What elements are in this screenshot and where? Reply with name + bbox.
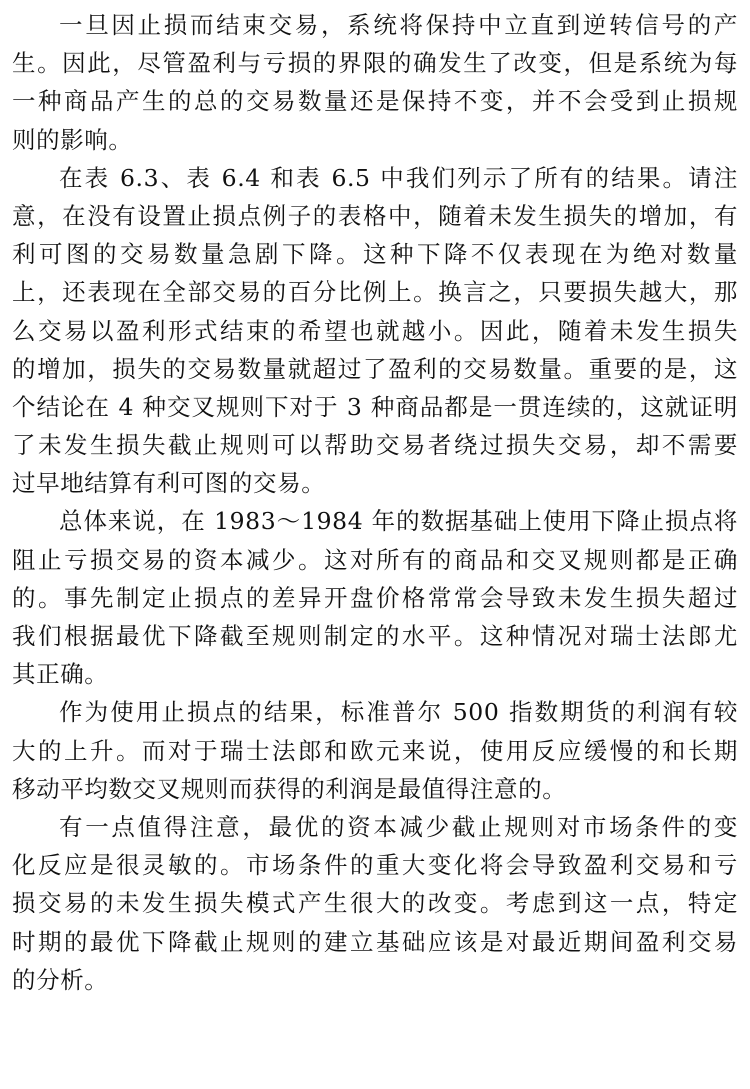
text-line: 么交易以盈利形式结束的希望也就越小。因此，随着未发生损失	[12, 316, 738, 345]
text-line: 利可图的交易数量急剧下降。这种下降不仅表现在为绝对数量	[12, 240, 738, 269]
paragraph-4	[12, 693, 738, 808]
text-line: 损交易的未发生损失模式产生很大的改变。考虑到这一点，特定	[12, 889, 738, 918]
text-line: 上，还表现在全部交易的百分比例上。换言之，只要损失越大，那	[12, 278, 738, 307]
text-line: 时期的最优下降截止规则的建立基础应该是对最近期间盈利交易	[12, 927, 738, 956]
text-line: 一种商品产生的总的交易数量还是保持不变，并不会受到止损规	[12, 87, 738, 116]
text-line: 的。事先制定止损点的差异开盘价格常常会导致未发生损失超过	[12, 583, 738, 612]
text-line: 生。因此，尽管盈利与亏损的界限的确发生了改变，但是系统为每	[12, 49, 738, 78]
paragraph-3	[12, 502, 738, 693]
text-line: 我们根据最优下降截至规则制定的水平。这种情况对瑞士法郎尤	[12, 622, 738, 650]
text-line: 大的上升。而对于瑞士法郎和欧元来说，使用反应缓慢的和长期	[12, 736, 738, 765]
paragraph-1	[12, 6, 738, 159]
text-line: 个结论在 4 种交叉规则下对于 3 种商品都是一贯连续的，这就证明	[12, 392, 738, 421]
text-line: 的分析。	[12, 965, 109, 994]
document-page	[12, 0, 738, 1089]
text-line: 一旦因止损而结束交易，系统将保持中立直到逆转信号的产	[59, 11, 738, 39]
text-line: 的增加，损失的交易数量就超过了盈利的交易数量。重要的是，这	[12, 354, 738, 383]
text-line: 移动平均数交叉规则而获得的利润是最值得注意的。	[12, 774, 567, 803]
text-line: 在表 6.3、表 6.4 和表 6.5 中我们列示了所有的结果。请注	[59, 163, 738, 192]
text-line: 过早地结算有利可图的交易。	[12, 469, 326, 498]
text-line: 总体来说，在 1983～1984 年的数据基础上使用下降止损点将	[59, 507, 738, 536]
text-line: 化反应是很灵敏的。市场条件的重大变化将会导致盈利交易和亏	[12, 851, 738, 880]
text-line: 有一点值得注意，最优的资本减少截止规则对市场条件的变	[59, 812, 738, 841]
paragraph-5	[12, 808, 738, 999]
text-line: 其正确。	[12, 660, 109, 689]
text-line: 了未发生损失截止规则可以帮助交易者绕过损失交易，却不需要	[12, 431, 738, 460]
text-line: 阻止亏损交易的资本减少。这对所有的商品和交叉规则都是正确	[12, 545, 738, 574]
text-line: 意，在没有设置止损点例子的表格中，随着未发生损失的增加，有	[12, 201, 738, 230]
text-line: 则的影响。	[12, 125, 133, 154]
paragraph-2	[12, 159, 738, 503]
text-line: 作为使用止损点的结果，标准普尔 500 指数期货的利润有较	[59, 698, 738, 727]
